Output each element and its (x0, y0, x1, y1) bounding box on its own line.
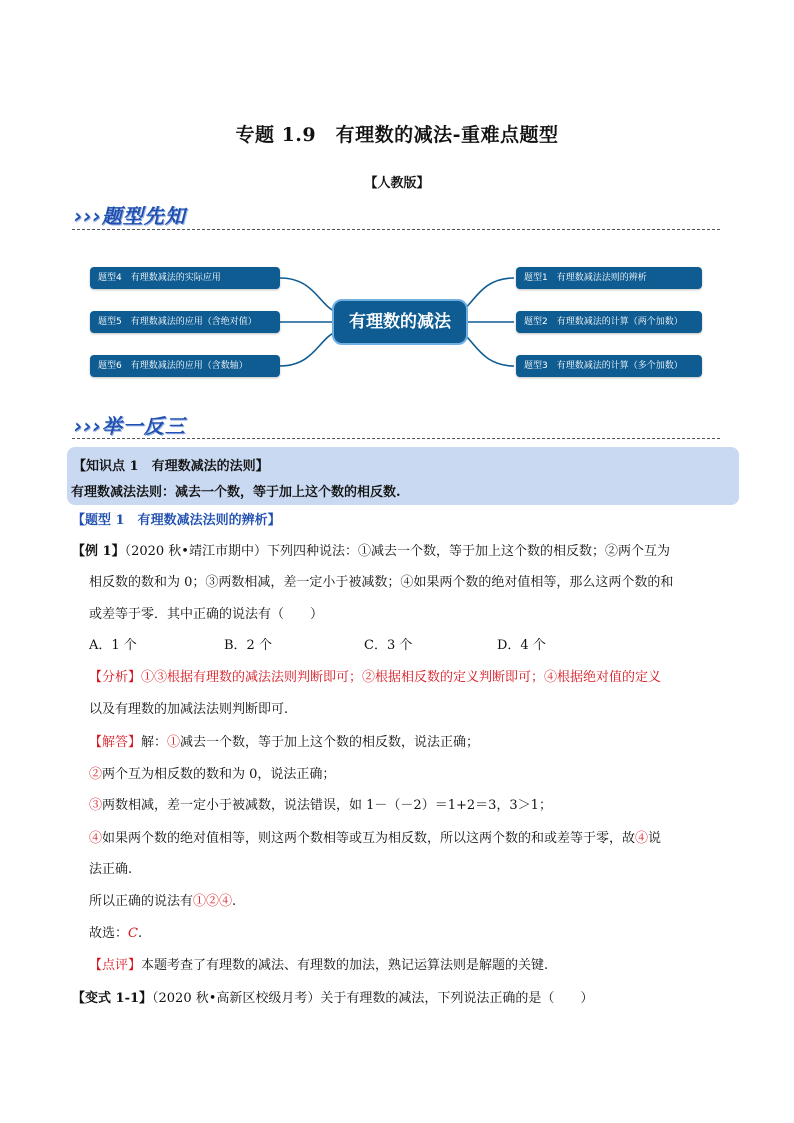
example-line-3: 或差等于零．其中正确的说法有（ ） (89, 607, 324, 622)
mindmap (74, 250, 720, 390)
comment-text: 本题考查了有理数的减法、有理数的加法，熟记运算法则是解题的关键. (141, 958, 549, 973)
page-title: 专题 1.9 有理数的减法-重难点题型 (235, 124, 559, 146)
type1-heading: 【题型 1 有理数减法法则的辨析】 (72, 513, 281, 528)
connector-left-1 (280, 278, 336, 312)
connector-right-1 (460, 278, 514, 312)
analysis-label: 【分析】 (89, 670, 142, 685)
example-label: 【例 1】 (72, 544, 125, 559)
answer-mark-4: ④ (89, 831, 103, 846)
option-c: C．3 个 (364, 638, 413, 653)
option-d: D．4 个 (497, 638, 546, 653)
answer-mark-4b: ④ (635, 831, 649, 846)
variant-label: 【变式 1-1】 (72, 991, 153, 1006)
answer-text-7: 故选： (89, 926, 129, 941)
comment-label: 【点评】 (89, 958, 142, 973)
answer-end-7: . (137, 926, 143, 941)
answer-end-6: . (232, 894, 237, 909)
answer-line-7 (89, 922, 142, 941)
banner-examples: ›››举一反三 (74, 414, 186, 438)
answer-text-4b: 说 (648, 831, 662, 846)
variant-line (72, 987, 593, 1006)
banner-question-preview: ›››题型先知 (74, 204, 186, 228)
knowledge-box (67, 447, 739, 505)
edition-label: 【人教版】 (364, 176, 430, 191)
comment-line (89, 954, 548, 973)
answer-lead: 解： (141, 735, 168, 750)
mindmap-node-type1: 题型1 有理数减法法则的辨析 (516, 267, 702, 289)
answer-text-3: 两数相减，差一定小于被减数，说法错误，如 1－（－2）＝1+2＝3，3＞1； (102, 798, 552, 813)
answer-line-3 (89, 794, 552, 813)
answer-label: 【解答】 (89, 735, 142, 750)
answer-line-2 (89, 763, 335, 782)
answer-choice: C (128, 926, 138, 941)
answer-text-1: 减去一个数，等于加上这个数的相反数，说法正确； (180, 735, 480, 750)
knowledge-rule: 有理数减法法则：减去一个数，等于加上这个数的相反数. (71, 485, 401, 500)
answer-mark-1: ① (167, 735, 181, 750)
mindmap-node-type6: 题型6 有理数减法的应用（含数轴） (90, 355, 280, 377)
analysis-line-1 (89, 666, 661, 685)
mindmap-center: 有理数的减法 (332, 299, 468, 345)
divider-line (72, 438, 720, 439)
option-a: A．1 个 (89, 638, 137, 653)
analysis-line-2: 以及有理数的加减法法则判断即可. (89, 702, 289, 717)
answer-text-4: 如果两个数的绝对值相等，则这两个数相等或互为相反数，所以这两个数的和或差等于零，故 (102, 831, 636, 846)
example-line-1 (72, 540, 670, 559)
answer-line-1 (89, 731, 479, 750)
connector-right-3 (460, 332, 514, 366)
option-b: B．2 个 (224, 638, 272, 653)
mindmap-node-type3: 题型3 有理数减法的计算（多个加数） (516, 355, 702, 377)
answer-line-4 (89, 827, 661, 846)
answer-line-5: 法正确. (89, 862, 133, 877)
example-source: （2020 秋•靖江市期中）下列四种说法：①减去一个数，等于加上这个数的相反数；②两个互为 (124, 544, 670, 559)
answer-mark-3: ③ (89, 798, 103, 813)
answer-text-2: 两个互为相反数的数和为 0，说法正确； (102, 767, 336, 782)
mindmap-node-type2: 题型2 有理数减法的计算（两个加数） (516, 311, 702, 333)
answer-text-6: 所以正确的说法有 (89, 894, 194, 909)
answer-line-6 (89, 890, 236, 909)
variant-text: （2020 秋•高新区校级月考）关于有理数的减法，下列说法正确的是（ ） (152, 991, 594, 1006)
divider-line (72, 229, 720, 230)
connector-left-3 (280, 332, 336, 366)
mindmap-node-type4: 题型4 有理数减法的实际应用 (90, 267, 280, 289)
example-line-2: 相反数的数和为 0；③两数相减，差一定小于被减数；④如果两个数的绝对值相等，那么这两个数的和 (89, 575, 674, 590)
answer-mark-2: ② (89, 767, 103, 782)
knowledge-heading: 【知识点 1 有理数减法的法则】 (73, 459, 269, 474)
mindmap-node-type5: 题型5 有理数减法的应用（含绝对值） (90, 311, 280, 333)
analysis-text-1: ①③根据有理数的减法法则判断即可；②根据相反数的定义判断即可；④根据绝对值的定义 (141, 670, 662, 685)
answer-marks-6: ①②④ (193, 894, 233, 909)
